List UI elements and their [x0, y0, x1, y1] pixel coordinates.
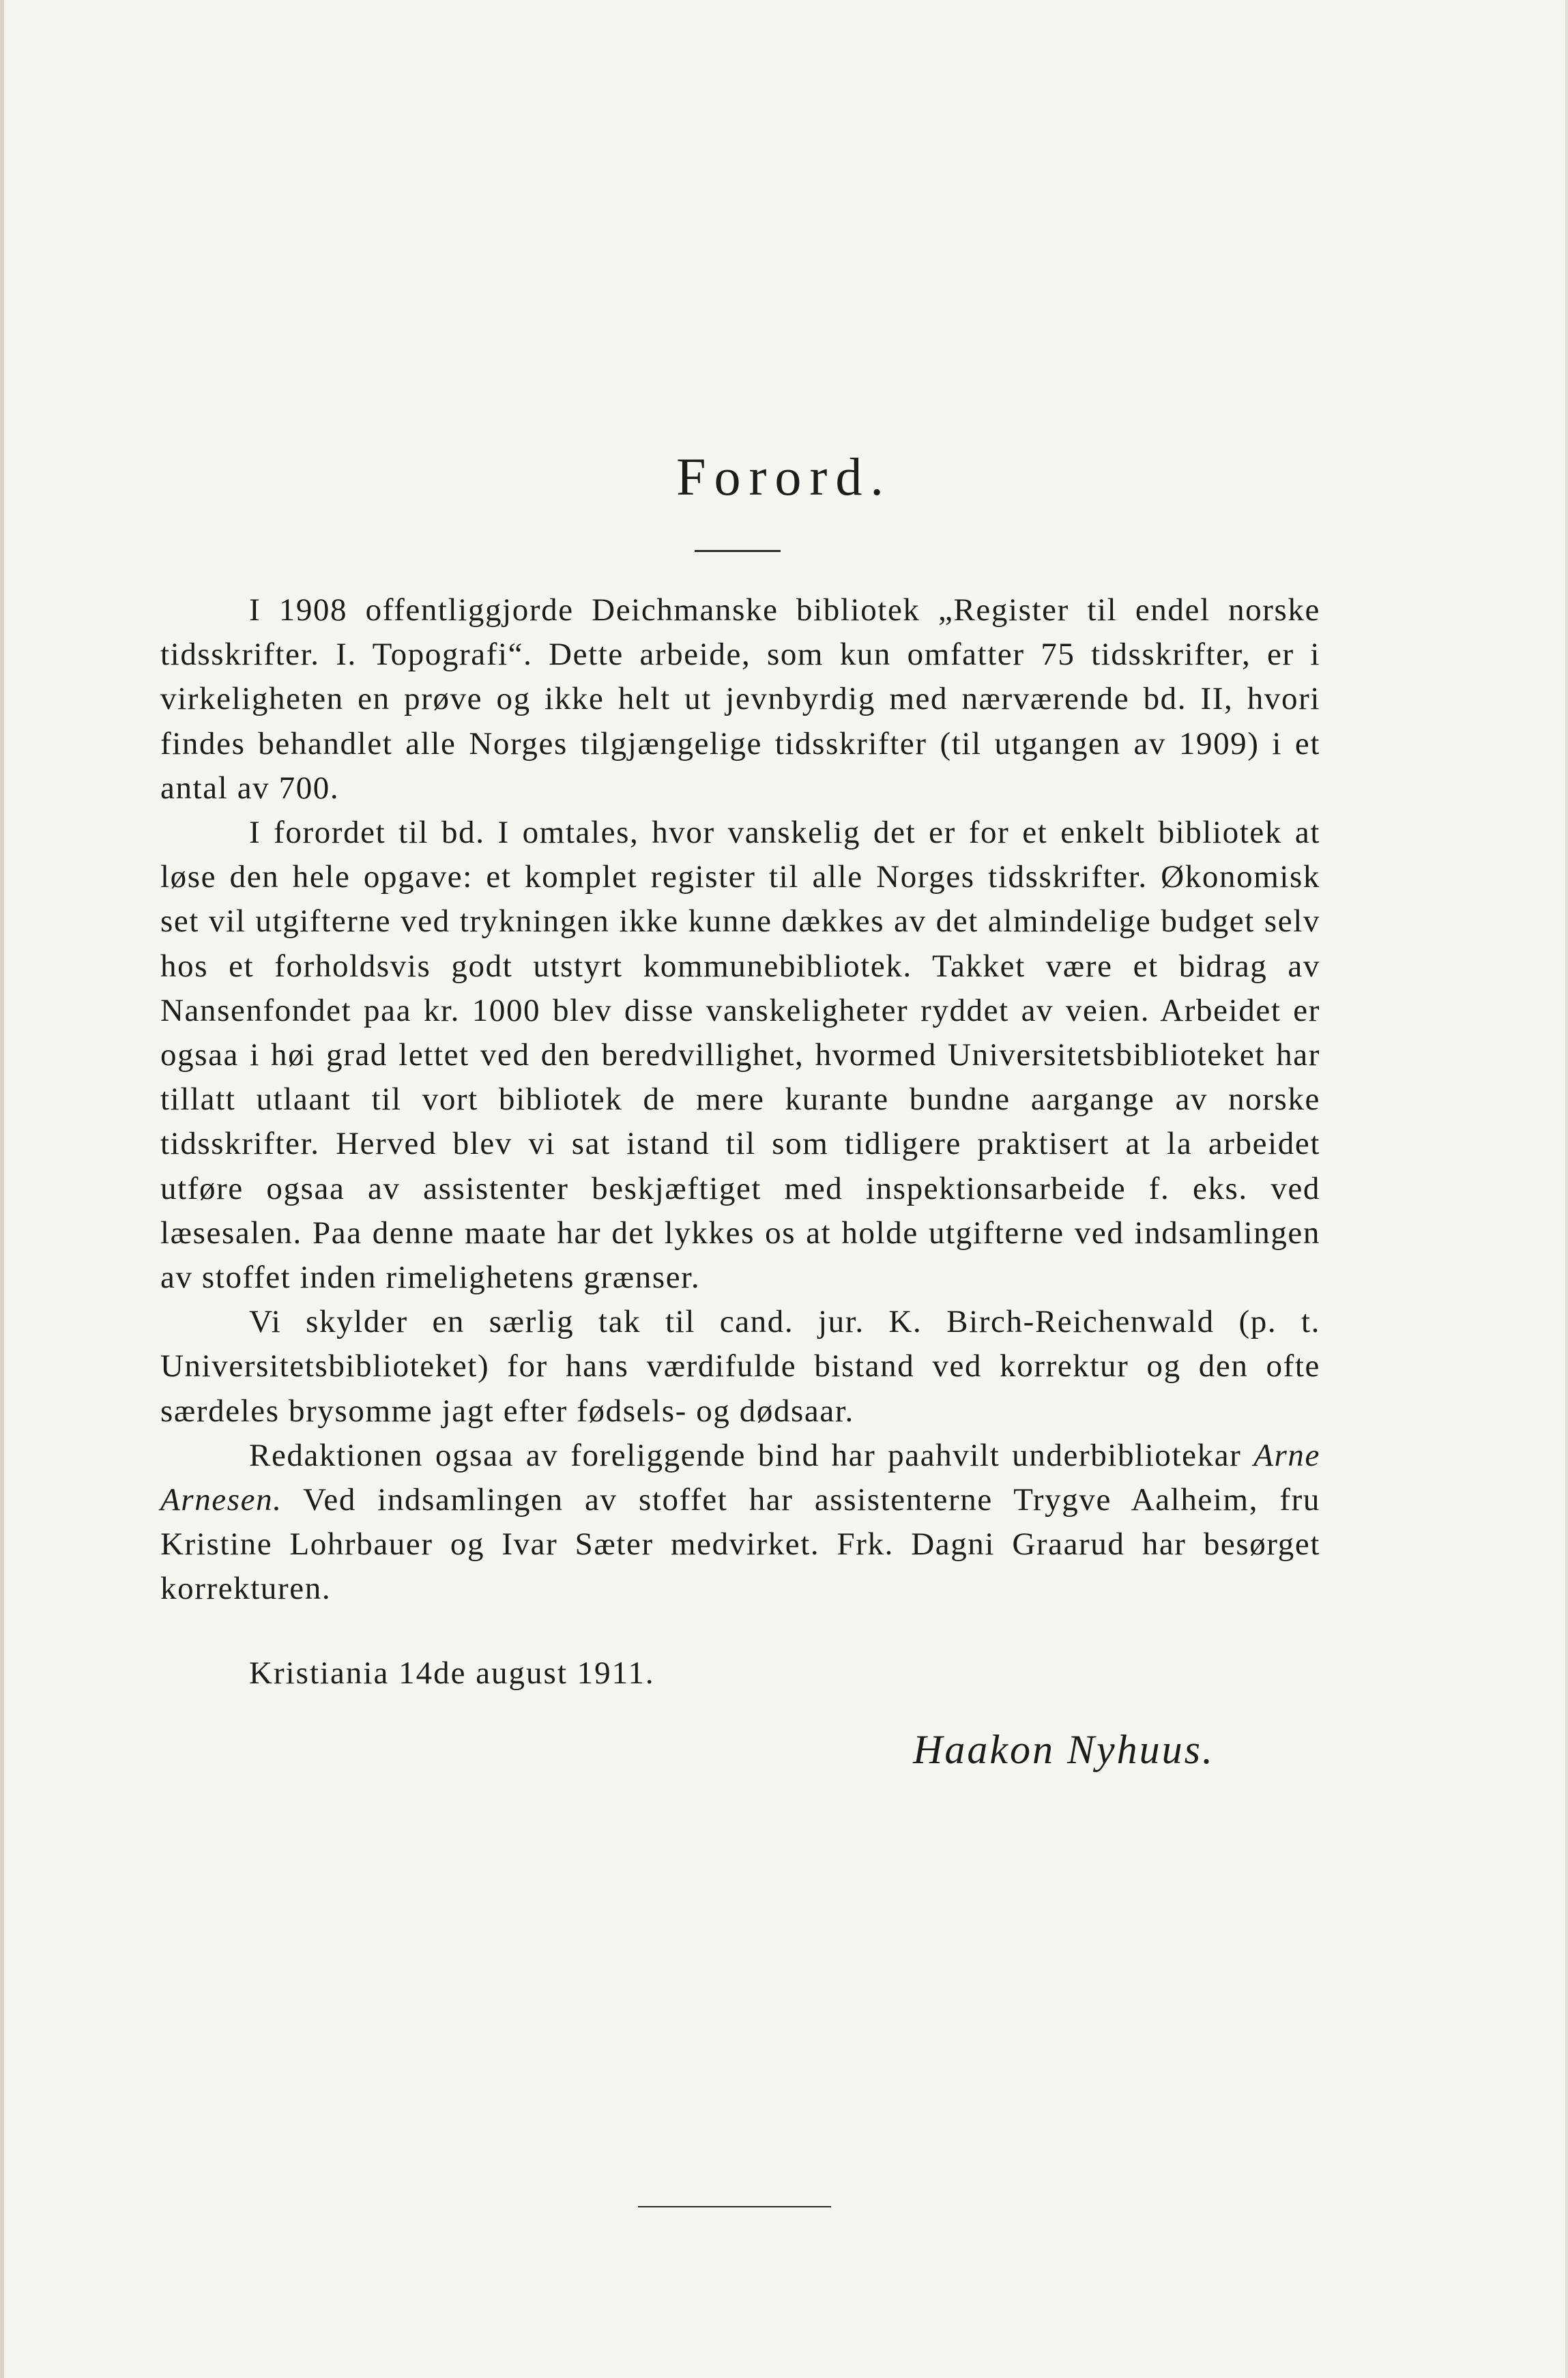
- title-rule: [695, 550, 781, 552]
- editor-name: Arne Arnesen.: [160, 1437, 1320, 1518]
- paragraph-4-end: Ved indsamlingen av stoffet har assistenterne Trygve Aalheim, fru Kristine Lohrbauer og Ivar Sæter medvirket. Frk. Dagni Graarud har besørget korrekturen.: [160, 1482, 1320, 1607]
- paragraph-3: Vi skylder en særlig tak til cand. jur. K. Birch-Reichenwald (p. t. Universitetsbiblioteket) for hans værdifulde bistand ved korrektur og den ofte særdeles brysomme jagt efter fødsels- og dødsaar.: [160, 1304, 1320, 1429]
- end-rule: [638, 2206, 831, 2207]
- page-title: Forord.: [676, 447, 892, 506]
- place-date: Kristiania 14de august 1911.: [249, 1655, 655, 1691]
- paragraph-1: I 1908 offentliggjorde Deichmanske bibliotek „Register til endel norske tidsskrifter. I. Topografi“. Dette arbeide, som kun omfatter 75 tidsskrifter, er i virkeligheten en prøve og ikke helt ut jevnbyrdig med nærværende bd. II, hvori findes behandlet alle Norges tilgjængelige tidsskrifter (til utgangen av 1909) i et antal av 700.: [160, 592, 1320, 806]
- paragraph-4: [160, 1434, 1320, 1612]
- foreword-body: [160, 588, 1320, 1612]
- signature: Haakon Nyhuus.: [913, 1727, 1215, 1772]
- paragraph-2: I forordet til bd. I omtales, hvor vanskelig det er for et enkelt bibliotek at løse den hele opgave: et komplet register til alle Norges tidsskrifter. Økonomisk set vil utgifterne ved trykningen ikke kunne dækkes av det almindelige budget selv hos et forholdsvis godt utstyrt kommunebibliotek. Takket være et bidrag av Nansenfondet paa kr. 1000 blev disse vanskeligheter ryddet av veien. Arbeidet er ogsaa i høi grad lettet ved den beredvillighet, hvormed Universitetsbiblioteket har tillatt utlaant til vort bibliotek de mere kurante bundne aargange av norske tidsskrifter. Herved blev vi sat istand til som tidligere praktisert at la arbeidet utføre ogsaa av assistenter beskjæftiget med inspektionsarbeide f. eks. ved læsesalen. Paa denne maate har det lykkes os at holde utgifterne ved indsamlingen av stoffet inden rimelighetens grænser.: [160, 815, 1320, 1296]
- paragraph-4-start: Redaktionen ogsaa av foreliggende bind har paahvilt underbibliotekar: [249, 1437, 1254, 1473]
